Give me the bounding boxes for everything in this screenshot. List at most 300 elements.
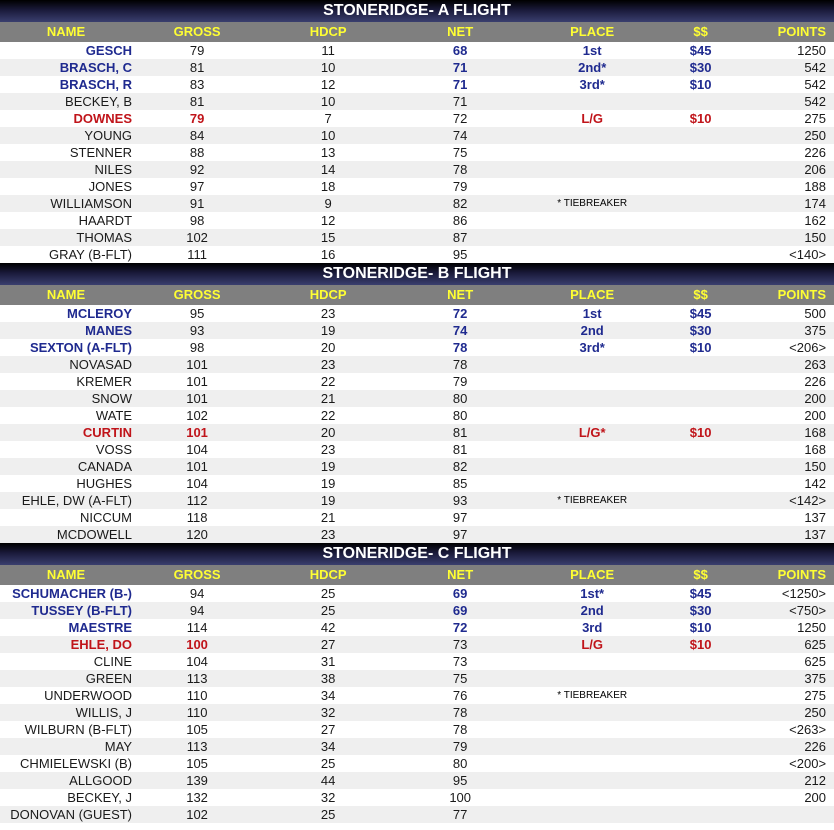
cell-hdcp: 16 <box>320 247 336 262</box>
tiebreaker-note: * TIEBREAKER <box>557 198 628 209</box>
cell-name: JONES <box>88 179 133 194</box>
cell-place: 1st <box>582 306 602 321</box>
cell-money <box>658 687 743 704</box>
table-row <box>0 178 834 195</box>
cell-hdcp: 25 <box>320 603 336 618</box>
cell-hdcp: 7 <box>324 111 332 126</box>
cell-points: 250 <box>804 128 827 143</box>
cell-gross: 120 <box>186 527 208 542</box>
cell-gross: 132 <box>186 790 208 805</box>
cell-net: 68 <box>452 43 468 58</box>
cell-money: $30 <box>689 603 712 618</box>
cell-money <box>658 212 743 229</box>
cell-gross: 101 <box>186 391 208 406</box>
cell-money <box>658 772 743 789</box>
column-header-hdcp: HDCP <box>309 24 347 39</box>
cell-points: <750> <box>789 603 827 618</box>
cell-name: EHLE, DO <box>70 637 133 652</box>
column-header-money: $$ <box>693 567 708 582</box>
cell-gross: 81 <box>189 94 205 109</box>
cell-net: 100 <box>449 790 472 805</box>
cell-net: 97 <box>452 510 468 525</box>
cell-hdcp: 19 <box>320 476 336 491</box>
table-row <box>0 458 834 475</box>
cell-gross: 105 <box>186 722 208 737</box>
cell-gross: 79 <box>189 111 205 126</box>
cell-points: 137 <box>804 510 827 525</box>
cell-gross: 104 <box>186 442 208 457</box>
cell-hdcp: 19 <box>320 323 336 338</box>
table-row <box>0 424 834 441</box>
cell-gross: 94 <box>189 586 205 601</box>
cell-place: 1st <box>582 43 602 58</box>
cell-hdcp: 38 <box>320 671 336 686</box>
cell-hdcp: 12 <box>320 213 336 228</box>
cell-net: 82 <box>452 196 468 211</box>
column-header-net: NET <box>447 24 474 39</box>
cell-place <box>526 407 658 424</box>
cell-gross: 93 <box>189 323 205 338</box>
cell-place <box>526 390 658 407</box>
table-row <box>0 687 834 704</box>
cell-hdcp: 18 <box>320 179 336 194</box>
flight-title: STONERIDGE- B FLIGHT <box>0 263 834 285</box>
cell-points: 150 <box>804 230 827 245</box>
cell-name: NOVASAD <box>69 357 133 372</box>
cell-money <box>658 475 743 492</box>
cell-name: CANADA <box>77 459 133 474</box>
column-header-gross: GROSS <box>173 567 221 582</box>
cell-money: $10 <box>689 77 712 92</box>
cell-net: 81 <box>452 425 468 440</box>
cell-name: MANES <box>85 323 133 338</box>
cell-net: 78 <box>452 357 468 372</box>
cell-net: 78 <box>452 162 468 177</box>
cell-place: 1st* <box>580 586 605 601</box>
cell-hdcp: 34 <box>320 688 336 703</box>
cell-points: <142> <box>789 493 827 508</box>
cell-points: 375 <box>804 671 827 686</box>
cell-points: 142 <box>804 476 827 491</box>
cell-name: MAY <box>104 739 133 754</box>
column-header-points: POINTS <box>777 567 827 582</box>
cell-net: 77 <box>452 807 468 822</box>
cell-hdcp: 32 <box>320 705 336 720</box>
cell-name: TUSSEY (B-FLT) <box>31 603 133 618</box>
cell-gross: 110 <box>186 688 208 703</box>
cell-hdcp: 19 <box>320 493 336 508</box>
cell-place <box>526 806 658 823</box>
cell-hdcp: 21 <box>320 510 336 525</box>
cell-name: BRASCH, R <box>59 77 133 92</box>
cell-hdcp: 10 <box>320 60 336 75</box>
cell-name: ALLGOOD <box>69 773 133 788</box>
cell-name: STENNER <box>69 145 133 160</box>
cell-gross: 100 <box>186 637 208 652</box>
table-row <box>0 509 834 526</box>
cell-money <box>658 721 743 738</box>
cell-hdcp: 27 <box>320 722 336 737</box>
cell-hdcp: 34 <box>320 739 336 754</box>
cell-name: GREEN <box>85 671 133 686</box>
cell-points: 625 <box>804 654 827 669</box>
cell-hdcp: 23 <box>320 442 336 457</box>
cell-money: $10 <box>689 111 712 126</box>
cell-gross: 88 <box>189 145 205 160</box>
cell-net: 85 <box>452 476 468 491</box>
cell-net: 80 <box>452 391 468 406</box>
cell-place <box>526 127 658 144</box>
cell-net: 76 <box>452 688 468 703</box>
table-row <box>0 772 834 789</box>
cell-hdcp: 10 <box>320 94 336 109</box>
tiebreaker-note: * TIEBREAKER <box>557 690 628 701</box>
table-row <box>0 721 834 738</box>
cell-points: 500 <box>804 306 827 321</box>
cell-place <box>526 178 658 195</box>
cell-money <box>658 229 743 246</box>
column-header-net: NET <box>447 567 474 582</box>
cell-place <box>526 772 658 789</box>
table-row <box>0 738 834 755</box>
cell-hdcp: 11 <box>321 43 335 58</box>
table-row <box>0 475 834 492</box>
cell-money <box>658 509 743 526</box>
flight-section <box>0 0 834 263</box>
cell-net: 93 <box>452 493 468 508</box>
cell-place <box>526 509 658 526</box>
cell-gross: 101 <box>186 374 208 389</box>
cell-net: 79 <box>452 179 468 194</box>
cell-points: 150 <box>804 459 827 474</box>
table-row <box>0 755 834 772</box>
table-row <box>0 339 834 356</box>
cell-place <box>526 161 658 178</box>
cell-gross: 102 <box>186 230 208 245</box>
cell-place <box>526 356 658 373</box>
cell-net: 69 <box>452 603 468 618</box>
cell-net: 78 <box>452 340 468 355</box>
table-row <box>0 441 834 458</box>
table-row <box>0 585 834 602</box>
cell-name: DOWNES <box>73 111 133 126</box>
cell-money: $30 <box>689 60 712 75</box>
cell-hdcp: 25 <box>320 756 336 771</box>
column-header-row <box>0 285 834 305</box>
cell-hdcp: 31 <box>320 654 336 669</box>
cell-name: UNDERWOOD <box>44 688 133 703</box>
cell-name: MCLEROY <box>67 306 133 321</box>
table-row <box>0 704 834 721</box>
cell-place: 2nd <box>580 603 604 618</box>
cell-name: YOUNG <box>84 128 133 143</box>
cell-points: 1250 <box>797 620 827 635</box>
cell-points: 168 <box>804 425 827 440</box>
cell-points: 212 <box>804 773 827 788</box>
table-row <box>0 322 834 339</box>
table-row <box>0 212 834 229</box>
cell-points: 226 <box>804 374 827 389</box>
cell-hdcp: 21 <box>320 391 336 406</box>
cell-hdcp: 14 <box>320 162 336 177</box>
cell-money <box>658 670 743 687</box>
table-row <box>0 144 834 161</box>
cell-net: 71 <box>452 60 468 75</box>
table-row <box>0 806 834 823</box>
cell-points: 275 <box>804 111 827 126</box>
cell-place <box>526 721 658 738</box>
cell-net: 71 <box>452 77 468 92</box>
cell-points: 263 <box>804 357 827 372</box>
cell-money <box>658 704 743 721</box>
cell-money: $45 <box>689 306 712 321</box>
cell-hdcp: 12 <box>320 77 336 92</box>
cell-net: 79 <box>452 739 468 754</box>
cell-net: 74 <box>452 128 468 143</box>
table-row <box>0 526 834 543</box>
cell-net: 72 <box>452 111 468 126</box>
table-row <box>0 670 834 687</box>
cell-money <box>658 373 743 390</box>
column-header-net: NET <box>447 287 474 302</box>
cell-money <box>658 144 743 161</box>
cell-points: 226 <box>804 739 827 754</box>
cell-money <box>658 653 743 670</box>
cell-place <box>526 704 658 721</box>
cell-place <box>526 93 658 110</box>
cell-points: 168 <box>804 442 827 457</box>
cell-name: DONOVAN (GUEST) <box>10 807 133 822</box>
cell-net: 72 <box>452 620 468 635</box>
column-header-row <box>0 22 834 42</box>
cell-points: <140> <box>789 247 827 262</box>
cell-points: 200 <box>804 790 827 805</box>
cell-points: <206> <box>789 340 827 355</box>
cell-gross: 79 <box>189 43 205 58</box>
cell-money <box>658 738 743 755</box>
cell-net: 74 <box>452 323 468 338</box>
cell-name: NILES <box>94 162 133 177</box>
column-header-place: PLACE <box>570 287 615 302</box>
cell-place <box>526 458 658 475</box>
table-row <box>0 127 834 144</box>
column-header-row <box>0 565 834 585</box>
column-header-hdcp: HDCP <box>309 287 347 302</box>
cell-money <box>658 789 743 806</box>
cell-name: SNOW <box>91 391 133 406</box>
table-row <box>0 356 834 373</box>
cell-place <box>526 653 658 670</box>
cell-hdcp: 32 <box>320 790 336 805</box>
column-header-place: PLACE <box>570 567 615 582</box>
cell-place <box>526 441 658 458</box>
cell-hdcp: 20 <box>320 425 336 440</box>
cell-gross: 98 <box>189 213 205 228</box>
cell-hdcp: 23 <box>320 527 336 542</box>
cell-net: 75 <box>452 671 468 686</box>
cell-points: 375 <box>804 323 827 338</box>
cell-points: 542 <box>804 94 827 109</box>
cell-points: 275 <box>804 688 827 703</box>
column-header-name: NAME <box>46 287 86 302</box>
cell-hdcp: 25 <box>320 807 336 822</box>
cell-money: $10 <box>689 620 712 635</box>
cell-money <box>658 458 743 475</box>
cell-points: 625 <box>804 637 827 652</box>
cell-money <box>658 93 743 110</box>
cell-points: 174 <box>804 196 827 211</box>
cell-name: BECKEY, J <box>67 790 133 805</box>
flight-title: STONERIDGE- C FLIGHT <box>0 543 834 565</box>
table-row <box>0 76 834 93</box>
cell-money <box>658 195 743 212</box>
cell-points: 206 <box>804 162 827 177</box>
cell-points: 188 <box>804 179 827 194</box>
cell-name: GRAY (B-FLT) <box>48 247 133 262</box>
cell-gross: 91 <box>189 196 205 211</box>
flight-section <box>0 543 834 823</box>
cell-name: WILLIAMSON <box>50 196 133 211</box>
cell-name: WILBURN (B-FLT) <box>24 722 133 737</box>
cell-place: L/G <box>581 111 604 126</box>
cell-points: 162 <box>804 213 827 228</box>
cell-place <box>526 144 658 161</box>
column-header-money: $$ <box>693 287 708 302</box>
cell-gross: 97 <box>189 179 205 194</box>
cell-gross: 95 <box>189 306 205 321</box>
cell-points: 250 <box>804 705 827 720</box>
cell-money <box>658 806 743 823</box>
cell-name: MCDOWELL <box>56 527 133 542</box>
table-row <box>0 110 834 127</box>
cell-net: 87 <box>452 230 468 245</box>
table-row <box>0 59 834 76</box>
cell-name: BECKEY, B <box>65 94 133 109</box>
column-header-points: POINTS <box>777 287 827 302</box>
cell-gross: 110 <box>186 705 208 720</box>
column-header-place: PLACE <box>570 24 615 39</box>
cell-gross: 104 <box>186 654 208 669</box>
cell-place: L/G* <box>578 425 606 440</box>
column-header-hdcp: HDCP <box>309 567 347 582</box>
cell-money <box>658 407 743 424</box>
cell-money: $45 <box>689 43 712 58</box>
cell-net: 82 <box>452 459 468 474</box>
cell-gross: 102 <box>186 408 208 423</box>
table-row <box>0 636 834 653</box>
cell-net: 95 <box>452 773 468 788</box>
cell-gross: 101 <box>186 357 208 372</box>
table-row <box>0 305 834 322</box>
cell-gross: 111 <box>187 247 207 262</box>
cell-name: WATE <box>95 408 133 423</box>
cell-hdcp: 13 <box>320 145 336 160</box>
cell-money <box>658 755 743 772</box>
cell-gross: 94 <box>189 603 205 618</box>
cell-name: SEXTON (A-FLT) <box>29 340 133 355</box>
cell-money: $45 <box>689 586 712 601</box>
cell-money: $10 <box>689 425 712 440</box>
table-row <box>0 492 834 509</box>
column-header-name: NAME <box>46 567 86 582</box>
table-row <box>0 373 834 390</box>
table-row <box>0 42 834 59</box>
column-header-points: POINTS <box>777 24 827 39</box>
table-row <box>0 407 834 424</box>
cell-points: 200 <box>804 408 827 423</box>
cell-gross: 113 <box>186 739 208 754</box>
cell-hdcp: 27 <box>320 637 336 652</box>
cell-gross: 112 <box>186 493 208 508</box>
cell-hdcp: 23 <box>320 306 336 321</box>
column-header-name: NAME <box>46 24 86 39</box>
cell-gross: 101 <box>186 459 208 474</box>
cell-place <box>526 738 658 755</box>
cell-net: 79 <box>452 374 468 389</box>
cell-place <box>526 229 658 246</box>
cell-hdcp: 15 <box>320 230 336 245</box>
cell-name: CURTIN <box>82 425 133 440</box>
cell-net: 80 <box>452 408 468 423</box>
cell-gross: 81 <box>189 60 205 75</box>
cell-net: 71 <box>452 94 468 109</box>
cell-name: KREMER <box>76 374 133 389</box>
cell-place: 3rd* <box>579 77 605 92</box>
cell-name: WILLIS, J <box>75 705 133 720</box>
cell-net: 78 <box>452 705 468 720</box>
flight-title: STONERIDGE- A FLIGHT <box>0 0 834 22</box>
table-row <box>0 246 834 263</box>
cell-name: BRASCH, C <box>59 60 133 75</box>
cell-place <box>526 755 658 772</box>
cell-place <box>526 475 658 492</box>
table-row <box>0 789 834 806</box>
cell-money <box>658 492 743 509</box>
cell-gross: 83 <box>189 77 205 92</box>
table-row <box>0 602 834 619</box>
cell-place: L/G <box>581 637 604 652</box>
cell-net: 97 <box>452 527 468 542</box>
cell-points: 542 <box>804 77 827 92</box>
cell-net: 73 <box>452 637 468 652</box>
cell-net: 80 <box>452 756 468 771</box>
cell-name: HAARDT <box>78 213 133 228</box>
cell-place <box>526 670 658 687</box>
cell-hdcp: 9 <box>324 196 332 211</box>
cell-points: <263> <box>789 722 827 737</box>
cell-points: 200 <box>804 391 827 406</box>
cell-gross: 84 <box>189 128 205 143</box>
cell-name: EHLE, DW (A-FLT) <box>21 493 133 508</box>
cell-points: 226 <box>804 145 827 160</box>
table-row <box>0 229 834 246</box>
cell-place: 2nd* <box>578 60 607 75</box>
cell-place: 3rd <box>582 620 603 635</box>
column-header-money: $$ <box>693 24 708 39</box>
cell-place <box>526 212 658 229</box>
cell-hdcp: 44 <box>320 773 336 788</box>
cell-hdcp: 22 <box>320 374 336 389</box>
cell-money <box>658 127 743 144</box>
column-header-gross: GROSS <box>173 287 221 302</box>
cell-money <box>658 246 743 263</box>
cell-name: VOSS <box>95 442 133 457</box>
cell-gross: 105 <box>186 756 208 771</box>
cell-name: GESCH <box>85 43 133 58</box>
cell-hdcp: 20 <box>320 340 336 355</box>
table-row <box>0 390 834 407</box>
cell-gross: 113 <box>186 671 208 686</box>
